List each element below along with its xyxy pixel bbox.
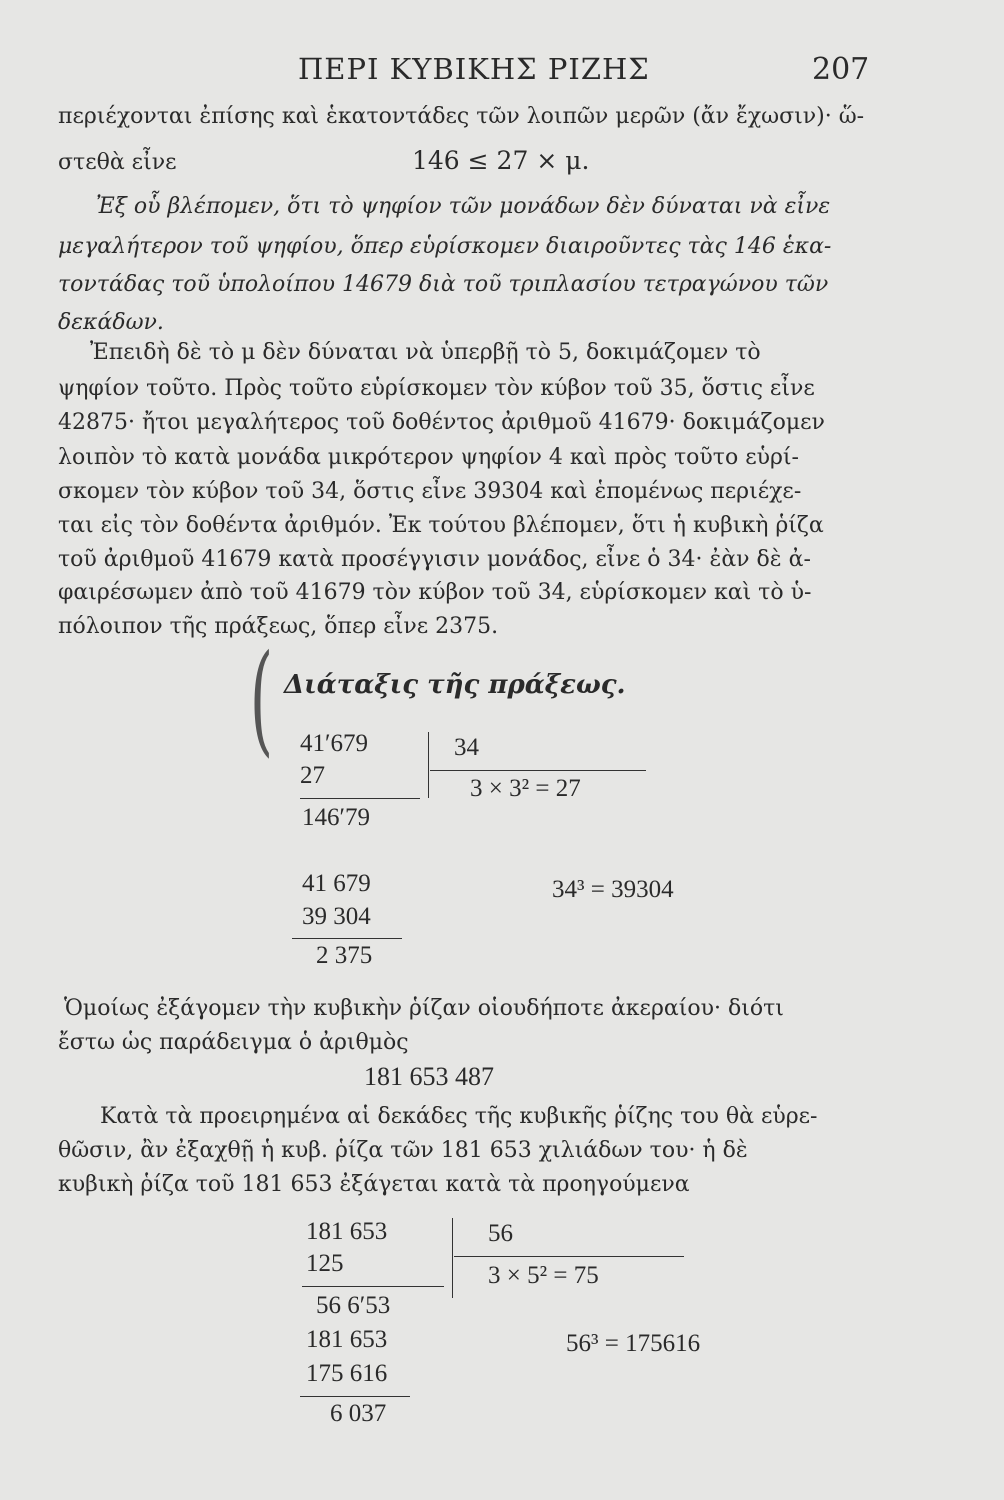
- calc2-check-rule: [300, 1396, 410, 1397]
- calc1-root: 34: [454, 734, 479, 761]
- calc2-check-sub: 175 616: [306, 1360, 388, 1387]
- calc1-root-rule: [430, 770, 646, 771]
- calc1-check-result: 2 375: [316, 942, 373, 969]
- text-line: ψηφίον τοῦτο. Πρὸς τοῦτο εὑρίσκομεν τὸν κύβον τοῦ 35, ὅστις εἶνε: [58, 376, 815, 401]
- text-line: τοῦ ἀριθμοῦ 41679 κατὰ προσέγγισιν μονάδος, εἶνε ὁ 34· ἐὰν δὲ ἀ-: [58, 547, 811, 572]
- text-line: Ἐξ οὗ βλέπομεν, ὅτι τὸ ψηφίον τῶν μονάδων δὲν δύναται νὰ εἶνε: [96, 194, 831, 219]
- calc1-number: 41′679: [300, 730, 368, 757]
- text-line: στεθὰ εἶνε: [58, 150, 177, 175]
- bracket-mark: (: [249, 630, 274, 769]
- page-number: 207: [812, 52, 870, 87]
- calc2-divisor: 3 × 5² = 75: [488, 1262, 599, 1289]
- calc2-check-top: 181 653: [306, 1326, 388, 1353]
- calc2-subtrahend: 125: [306, 1250, 344, 1277]
- text-line: περιέχονται ἐπίσης καὶ ἑκατοντάδες τῶν λοιπῶν μερῶν (ἄν ἔχωσιν)· ὥ-: [58, 104, 865, 129]
- text-line: τοντάδας τοῦ ὑπολοίπου 14679 διὰ τοῦ τριπλασίου τετραγώνου τῶν: [58, 272, 829, 297]
- calc1-subtrahend: 27: [300, 762, 325, 789]
- calc1-check-sub: 39 304: [302, 903, 371, 930]
- calc2-cube-note: 56³ = 175616: [566, 1330, 701, 1357]
- text-line: ται εἰς τὸν δοθέντα ἀριθμόν. Ἐκ τούτου βλέπομεν, ὅτι ἡ κυβικὴ ῥίζα: [58, 513, 824, 538]
- text-line: ἔστω ὡς παράδειγμα ὁ ἀριθμὸς: [58, 1030, 409, 1055]
- section-heading: Διάταξις τῆς πράξεως.: [284, 670, 626, 700]
- text-line: πόλοιπον τῆς πράξεως, ὅπερ εἶνε 2375.: [58, 614, 499, 639]
- text-line: κυβικὴ ῥίζα τοῦ 181 653 ἐξάγεται κατὰ τὰ προηγούμενα: [58, 1172, 690, 1197]
- text-line: Ὁμοίως ἐξάγομεν τὴν κυβικὴν ῥίζαν οἱουδήποτε ἀκεραίου· διότι: [64, 996, 784, 1021]
- running-title: ΠΕΡΙ ΚΥΒΙΚΗΣ ΡΙΖΗΣ: [298, 52, 650, 86]
- text-line: μεγαλήτερον τοῦ ψηφίου, ὅπερ εὑρίσκομεν διαιροῦντες τὰς 146 ἑκα-: [58, 234, 832, 259]
- text-line: θῶσιν, ἂν ἐξαχθῇ ἡ κυβ. ῥίζα τῶν 181 653 χιλιάδων του· ἡ δὲ: [58, 1138, 748, 1163]
- formula: 146 ≤ 27 × μ.: [412, 146, 590, 175]
- calc1-vertical-rule: [428, 732, 429, 798]
- calc2-root: 56: [488, 1220, 513, 1247]
- calc2-root-rule: [454, 1256, 684, 1257]
- text-line: Ἐπειδὴ δὲ τὸ μ δὲν δύναται νὰ ὑπερβῇ τὸ 5, δοκιμάζομεν τὸ: [90, 340, 761, 365]
- text-line: λοιπὸν τὸ κατὰ μονάδα μικρότερον ψηφίον 4 καὶ πρὸς τοῦτο εὑρί-: [58, 445, 799, 470]
- calc1-divisor: 3 × 3² = 27: [470, 775, 581, 802]
- calc1-cube-note: 34³ = 39304: [552, 876, 674, 903]
- calc2-remainder: 56 6′53: [316, 1292, 391, 1319]
- text-line: 42875· ἤτοι μεγαλήτερος τοῦ δοθέντος ἀριθμοῦ 41679· δοκιμάζομεν: [58, 410, 825, 435]
- calc2-check-result: 6 037: [330, 1400, 387, 1427]
- calc2-vertical-rule: [452, 1218, 453, 1298]
- text-line: σκομεν τὸν κύβον τοῦ 34, ὅστις εἶνε 39304 καὶ ἑπομένως περιέχε-: [58, 479, 802, 504]
- calc1-check-rule: [292, 938, 402, 939]
- example-number: 181 653 487: [364, 1062, 494, 1091]
- calc2-subtract-rule: [302, 1286, 444, 1287]
- calc1-check-top: 41 679: [302, 870, 371, 897]
- calc1-remainder: 146′79: [302, 804, 370, 831]
- calc2-number: 181 653: [306, 1218, 388, 1245]
- text-line: Κατὰ τὰ προειρημένα αἱ δεκάδες τῆς κυβικῆς ῥίζης του θὰ εὑρε-: [100, 1104, 818, 1129]
- text-line: φαιρέσωμεν ἀπὸ τοῦ 41679 τὸν κύβον τοῦ 34, εὑρίσκομεν καὶ τὸ ὑ-: [58, 580, 812, 605]
- text-line: δεκάδων.: [58, 310, 164, 335]
- calc1-subtract-rule: [300, 798, 420, 799]
